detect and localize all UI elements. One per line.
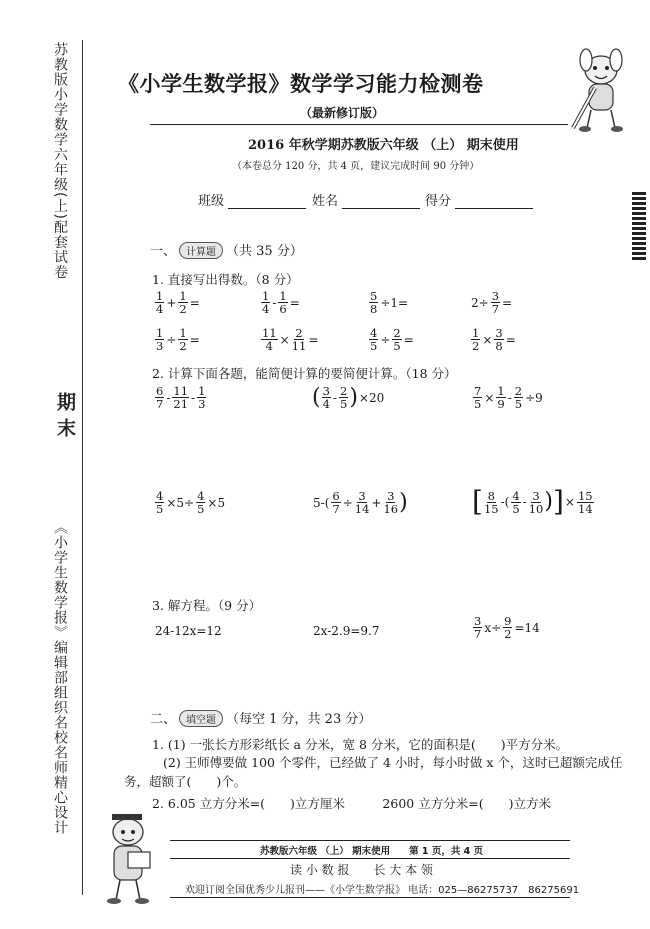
- fraction: [178, 290, 187, 315]
- class-label: 班级: [198, 194, 225, 209]
- q3-item: [154, 624, 223, 638]
- fraction-denominator: 5: [197, 502, 205, 516]
- fraction: [339, 385, 348, 410]
- fraction-denominator: 4: [262, 302, 270, 316]
- fraction-denominator: 11: [291, 339, 307, 353]
- math-operator: -: [191, 390, 196, 405]
- sidebar-credit: 《小学生数学报》编辑部组织名校名师精心设计: [52, 520, 68, 835]
- edition-label: （最新修订版）: [300, 106, 385, 120]
- q1-prompt: 1. 直接写出得数。（8 分）: [152, 272, 299, 287]
- math-operator: ]: [552, 485, 564, 518]
- fraction-numerator: 11: [173, 384, 189, 398]
- math-operator: 2x-2.9=9.7: [313, 624, 380, 638]
- q1-item: [368, 327, 415, 352]
- math-operator: ): [349, 384, 358, 410]
- fraction-denominator: 21: [173, 397, 189, 411]
- fraction: [511, 490, 520, 515]
- fraction-numerator: 3: [387, 489, 395, 503]
- fraction: [473, 615, 482, 640]
- fraction: [261, 290, 270, 315]
- fraction: [355, 490, 370, 515]
- fraction-numerator: 1: [156, 326, 164, 340]
- math-operator: ÷: [342, 495, 353, 510]
- fraction: [178, 327, 187, 352]
- fraction: [155, 490, 164, 515]
- fraction-denominator: 5: [370, 339, 378, 353]
- exam-instructions-note: （本卷总分 120 分，共 4 页，建议完成时间 90 分钟）: [232, 161, 480, 172]
- fraction-denominator: 5: [512, 501, 520, 516]
- fraction: [261, 327, 278, 352]
- fraction: [491, 290, 500, 315]
- exam-series-title: 《小学生数学报》数学学习能力检测卷: [118, 72, 484, 96]
- math-operator: ÷1=: [380, 295, 409, 310]
- math-operator: -: [507, 390, 512, 405]
- q2-item: [154, 385, 207, 410]
- q1-item: [154, 327, 201, 352]
- fraction: [473, 385, 482, 410]
- fraction-numerator: 9: [504, 614, 512, 628]
- class-field: [198, 190, 306, 209]
- fraction: [155, 385, 164, 410]
- fraction-denominator: 15: [483, 501, 499, 516]
- math-operator: ×: [279, 332, 290, 347]
- math-operator: ×: [484, 390, 495, 405]
- fraction: [278, 290, 287, 315]
- math-operator: ÷9: [525, 390, 543, 405]
- fraction-numerator: 2: [295, 326, 303, 340]
- section-2-line-2: (2) 王师傅要做 100 个零件，已经做了 4 小时，每小时做 x 个，这时已超额完成任: [163, 755, 623, 770]
- name-input-line[interactable]: [342, 196, 420, 209]
- math-operator: =: [502, 295, 513, 310]
- fraction-numerator: 5: [370, 289, 378, 303]
- math-operator: ×5: [207, 495, 226, 510]
- section-2-line-4: 2. 6.05 立方分米=( )立方厘米 2600 立方分米=( )立方米: [152, 796, 551, 811]
- q2-item: [312, 385, 385, 410]
- fraction: [494, 327, 503, 352]
- sidebar-divider: [82, 40, 83, 895]
- footer-page-info: 苏教版六年级 （上） 期末使用 第 1 页，共 4 页: [260, 846, 484, 857]
- math-operator: ×: [564, 495, 575, 509]
- section-1-heading: [150, 240, 303, 259]
- q2-item: [154, 490, 226, 515]
- fraction-numerator: 4: [512, 488, 520, 503]
- footer-rule-2: [170, 858, 570, 859]
- fraction-numerator: 2: [339, 384, 348, 398]
- fraction-denominator: 2: [472, 339, 480, 353]
- fraction-denominator: 4: [322, 397, 330, 411]
- math-operator: -: [272, 295, 277, 310]
- q1-item: [260, 290, 301, 315]
- fraction: [197, 385, 206, 410]
- sidebar-series-title: 苏教版小学数学六年级(上)配套试卷: [52, 42, 68, 280]
- fraction: [155, 290, 164, 315]
- fraction-numerator: 6: [156, 384, 164, 398]
- fraction-numerator: 11: [262, 326, 277, 340]
- fraction-numerator: 3: [358, 489, 366, 503]
- fraction-denominator: 2: [504, 627, 512, 641]
- fraction-denominator: 7: [491, 302, 500, 316]
- exam-subheading: 2016 年秋学期苏教版六年级 （上） 期末使用: [248, 138, 519, 153]
- math-operator: -: [166, 390, 171, 405]
- fraction-denominator: 4: [265, 339, 273, 353]
- section-2-points: （每空 1 分，共 23 分）: [226, 712, 372, 727]
- math-operator: ×: [482, 332, 493, 347]
- fraction-numerator: 3: [532, 488, 540, 503]
- math-operator: =: [289, 295, 300, 310]
- math-operator: -(: [500, 495, 510, 509]
- fraction-denominator: 2: [179, 302, 187, 316]
- q2-prompt: 2. 计算下面各题，能简便计算的要简便计算。（18 分）: [152, 366, 457, 381]
- q3-item: [472, 615, 541, 640]
- section-1-points: （共 35 分）: [226, 244, 303, 259]
- math-operator: =: [189, 295, 200, 310]
- header-top-rule: [150, 124, 568, 125]
- fraction-numerator: 1: [472, 326, 480, 340]
- fraction-numerator: 6: [332, 489, 340, 503]
- math-operator: ÷: [380, 332, 391, 347]
- math-operator: 5-(: [313, 495, 330, 510]
- fraction-numerator: 3: [491, 289, 500, 303]
- fraction: [529, 490, 544, 515]
- fraction-denominator: 7: [156, 397, 164, 411]
- math-operator: ): [399, 489, 408, 515]
- section-2-badge: 填空题: [179, 710, 223, 727]
- fraction-denominator: 3: [156, 339, 164, 353]
- math-operator: 24-12x=12: [155, 624, 222, 638]
- fraction-numerator: 3: [495, 326, 503, 340]
- score-field: [425, 190, 533, 209]
- fraction-numerator: 1: [497, 384, 505, 398]
- math-operator: =: [189, 332, 200, 347]
- math-operator: +: [371, 495, 382, 510]
- fraction-denominator: 3: [198, 397, 206, 411]
- math-operator: ×20: [358, 390, 385, 405]
- fraction-numerator: 4: [156, 489, 164, 503]
- fraction: [369, 327, 378, 352]
- fraction-denominator: 2: [179, 339, 187, 353]
- fraction: [392, 327, 401, 352]
- footer-slogan: 读 小 数 报 长 大 本 领: [290, 863, 433, 877]
- section-2-heading: [150, 708, 371, 727]
- fraction-numerator: 3: [322, 384, 330, 398]
- fraction: [196, 490, 205, 515]
- score-label: 得分: [425, 194, 452, 209]
- fraction-denominator: 14: [354, 502, 370, 516]
- footer-subscription: 欢迎订阅全国优秀少儿报刊——《小学生数学报》 电话：025—86275737 86275691: [185, 885, 580, 896]
- math-operator: =: [403, 332, 414, 347]
- footer-rule-3: [170, 897, 570, 898]
- fraction-denominator: 6: [279, 302, 287, 316]
- fraction: [496, 385, 505, 410]
- footer-rule-1: [170, 840, 570, 841]
- math-operator: =: [308, 332, 319, 347]
- fraction-denominator: 5: [339, 397, 348, 411]
- fraction-denominator: 5: [156, 502, 164, 516]
- fraction-numerator: 1: [279, 289, 287, 303]
- score-input-line[interactable]: [455, 196, 533, 209]
- math-operator: -: [522, 495, 527, 509]
- math-operator: 2÷: [471, 295, 489, 310]
- fraction-numerator: 15: [577, 488, 593, 503]
- q2-item: [472, 385, 544, 410]
- q3-item: [312, 624, 380, 638]
- fraction: [503, 615, 512, 640]
- fraction-numerator: 4: [197, 489, 205, 503]
- fraction-denominator: 5: [474, 397, 482, 411]
- fraction-numerator: 1: [262, 289, 270, 303]
- q1-item: [368, 290, 409, 315]
- section-2-line-1: 1. (1) 一张长方形彩纸长 a 分米，宽 8 分米，它的面积是( )平方分米。: [152, 737, 569, 752]
- fraction-numerator: 2: [393, 326, 401, 340]
- math-operator: x÷: [484, 620, 502, 635]
- class-input-line[interactable]: [228, 196, 306, 209]
- section-2-number: 二、: [150, 712, 177, 727]
- name-label: 姓名: [312, 194, 339, 209]
- fraction-denominator: 4: [156, 302, 164, 316]
- q2-item: [312, 490, 408, 515]
- section-2-line-3: 务，超额了( )个。: [124, 774, 247, 789]
- q1-item: [260, 327, 319, 352]
- fraction-denominator: 7: [474, 627, 482, 641]
- math-operator: =14: [514, 620, 540, 635]
- fraction: [172, 385, 189, 410]
- q1-item: [470, 290, 513, 315]
- fraction-numerator: 4: [370, 326, 378, 340]
- mascot-book-illustration: [98, 808, 162, 908]
- fraction-numerator: 1: [156, 289, 164, 303]
- fraction: [331, 490, 340, 515]
- q2-item: [472, 485, 595, 518]
- fraction-denominator: 5: [514, 397, 523, 411]
- q1-item: [154, 290, 201, 315]
- math-operator: =: [505, 332, 516, 347]
- fraction: [484, 490, 499, 515]
- fraction-numerator: 8: [487, 488, 495, 503]
- fraction-numerator: 1: [198, 384, 206, 398]
- fraction-denominator: 10: [528, 501, 544, 516]
- math-operator: +: [166, 295, 177, 310]
- math-operator: [: [472, 485, 483, 518]
- q1-item: [470, 327, 517, 352]
- sidebar-term: 期 末: [54, 392, 76, 437]
- fraction: [383, 490, 398, 515]
- math-operator: ): [544, 489, 553, 514]
- fraction-denominator: 8: [370, 302, 378, 316]
- fraction-denominator: 5: [393, 339, 401, 353]
- math-operator: (: [312, 384, 321, 410]
- math-operator: ×5÷: [166, 495, 195, 510]
- math-operator: ÷: [166, 332, 177, 347]
- fraction: [292, 327, 307, 352]
- fraction-numerator: 2: [514, 384, 523, 398]
- fraction: [155, 327, 164, 352]
- fraction: [471, 327, 480, 352]
- fraction-numerator: 1: [179, 289, 187, 303]
- math-operator: -: [332, 390, 337, 405]
- fraction-denominator: 8: [495, 339, 503, 353]
- section-1-badge: 计算题: [179, 242, 223, 259]
- qr-code-fragment: [632, 190, 646, 260]
- section-1-number: 一、: [150, 244, 177, 259]
- fraction: [514, 385, 523, 410]
- fraction-numerator: 3: [474, 614, 482, 628]
- fraction-denominator: 9: [497, 397, 505, 411]
- fraction-numerator: 1: [179, 326, 187, 340]
- fraction-denominator: 7: [332, 502, 340, 516]
- fraction-denominator: 14: [577, 501, 593, 516]
- fraction-numerator: 7: [474, 384, 482, 398]
- mascot-pencil-illustration: [565, 48, 637, 134]
- fraction: [322, 385, 331, 410]
- name-field: [312, 190, 420, 209]
- q3-prompt: 3. 解方程。（9 分）: [152, 598, 262, 613]
- fraction: [369, 290, 378, 315]
- fraction-denominator: 16: [383, 502, 399, 516]
- fraction: [577, 490, 594, 515]
